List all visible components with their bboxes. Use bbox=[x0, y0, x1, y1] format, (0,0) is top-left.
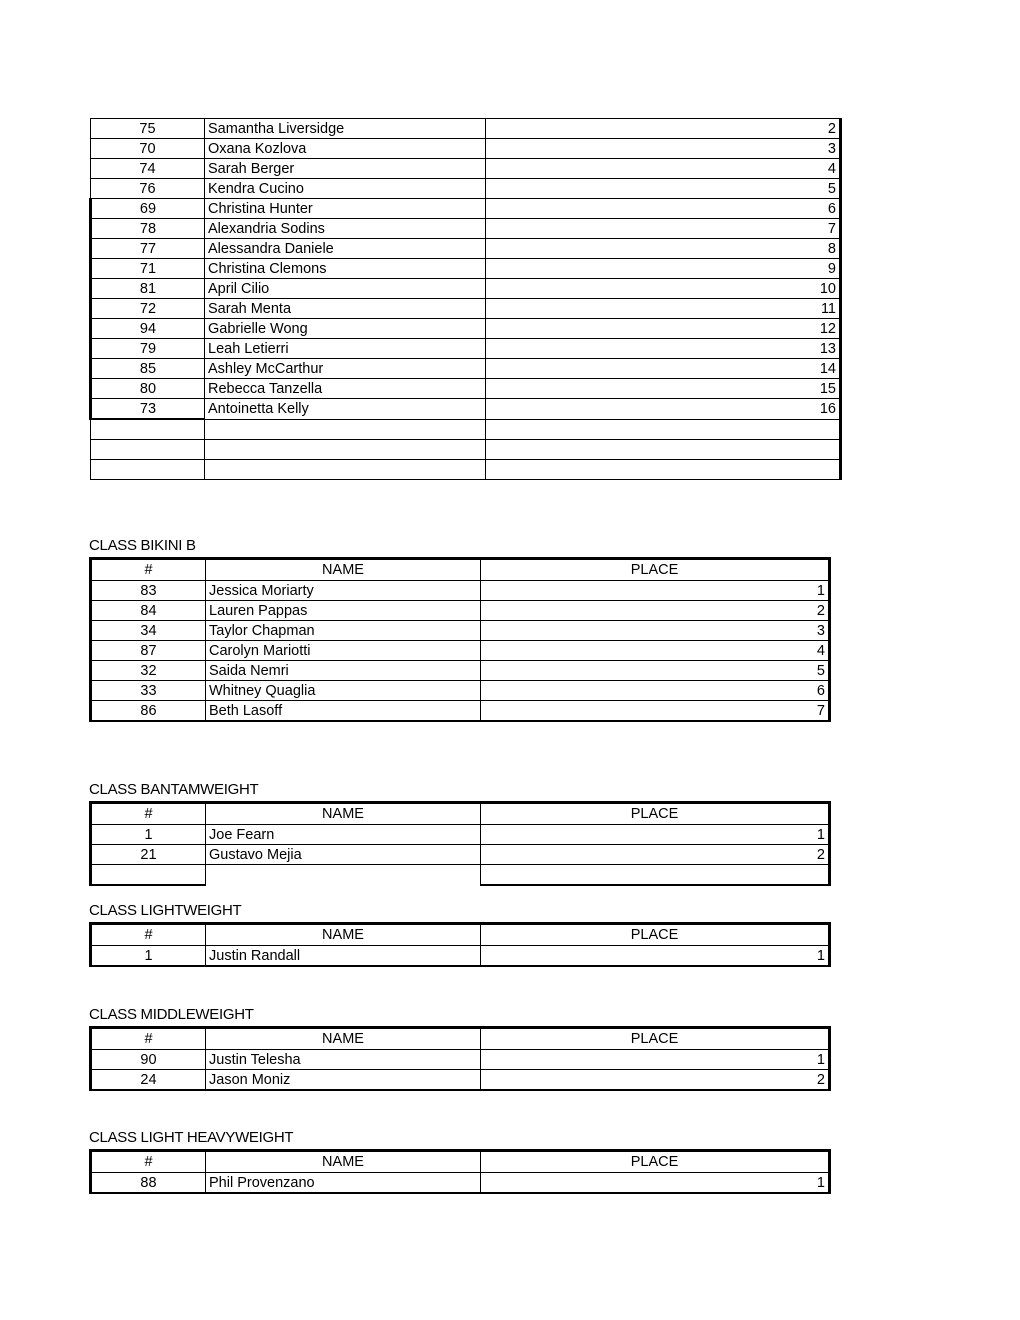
cell-place: 3 bbox=[481, 621, 830, 641]
table-bikini-b bbox=[89, 557, 831, 722]
table-header-row bbox=[91, 803, 830, 825]
cell-place: 7 bbox=[486, 219, 841, 239]
cell-number: 81 bbox=[91, 279, 205, 299]
cell-place: 15 bbox=[486, 379, 841, 399]
cell-place: 1 bbox=[481, 946, 830, 967]
table-row bbox=[91, 1050, 830, 1070]
cell-name: Oxana Kozlova bbox=[205, 139, 486, 159]
cell-number: 87 bbox=[91, 641, 206, 661]
section-label-lightweight: CLASS LIGHTWEIGHT bbox=[89, 902, 242, 919]
table-row bbox=[91, 641, 830, 661]
column-header-number: # bbox=[91, 1028, 206, 1050]
cell-name: Beth Lasoff bbox=[206, 701, 481, 722]
cell-place: 3 bbox=[486, 139, 841, 159]
cell-name: Joe Fearn bbox=[206, 825, 481, 845]
column-header-name: NAME bbox=[206, 924, 481, 946]
cell-place: 2 bbox=[481, 845, 830, 865]
cell-place: 2 bbox=[481, 1070, 830, 1091]
results-table bbox=[89, 1149, 831, 1194]
cell-number: 21 bbox=[91, 845, 206, 865]
table-header-row bbox=[91, 1028, 830, 1050]
table-row bbox=[91, 219, 841, 239]
cell-number bbox=[91, 419, 205, 440]
cell-name bbox=[205, 419, 486, 440]
cell-place: 6 bbox=[486, 199, 841, 219]
column-header-number: # bbox=[91, 924, 206, 946]
column-header-number: # bbox=[91, 1151, 206, 1173]
table-header-row bbox=[91, 924, 830, 946]
cell-name: Gabrielle Wong bbox=[205, 319, 486, 339]
cell-number: 94 bbox=[91, 319, 205, 339]
table-row bbox=[91, 399, 841, 420]
cell-number: 70 bbox=[91, 139, 205, 159]
cell-name: Jessica Moriarty bbox=[206, 581, 481, 601]
table-row bbox=[91, 581, 830, 601]
cell-name bbox=[205, 440, 486, 460]
table-row bbox=[91, 159, 841, 179]
cell-place: 2 bbox=[481, 601, 830, 621]
table-row bbox=[91, 1173, 830, 1194]
cell-number: 32 bbox=[91, 661, 206, 681]
table-row bbox=[91, 339, 841, 359]
cell-name: Antoinetta Kelly bbox=[205, 399, 486, 420]
table-row bbox=[91, 299, 841, 319]
table-bantamweight bbox=[89, 801, 831, 886]
cell-name: Alessandra Daniele bbox=[205, 239, 486, 259]
cell-place bbox=[486, 419, 841, 440]
table-row-empty bbox=[91, 440, 841, 460]
section-label-middleweight: CLASS MIDDLEWEIGHT bbox=[89, 1006, 254, 1023]
column-header-number: # bbox=[91, 559, 206, 581]
cell-number: 76 bbox=[91, 179, 205, 199]
cell-name: Justin Telesha bbox=[206, 1050, 481, 1070]
cell-name: Christina Clemons bbox=[205, 259, 486, 279]
table-row bbox=[91, 946, 830, 967]
cell-number bbox=[91, 460, 205, 480]
cell-place: 4 bbox=[481, 641, 830, 661]
cell-number: 84 bbox=[91, 601, 206, 621]
results-table bbox=[89, 922, 831, 967]
section-label-bikini-b: CLASS BIKINI B bbox=[89, 537, 196, 554]
table-row bbox=[91, 359, 841, 379]
cell-place: 1 bbox=[481, 825, 830, 845]
results-table bbox=[89, 118, 842, 480]
table-header-row bbox=[91, 1151, 830, 1173]
cell-name: Taylor Chapman bbox=[206, 621, 481, 641]
table-row-empty bbox=[91, 865, 830, 886]
cell-name: Saida Nemri bbox=[206, 661, 481, 681]
cell-name: Leah Letierri bbox=[205, 339, 486, 359]
cell-place: 9 bbox=[486, 259, 841, 279]
results-table bbox=[89, 1026, 831, 1091]
table-row-empty bbox=[91, 460, 841, 480]
cell-name: Alexandria Sodins bbox=[205, 219, 486, 239]
cell-place: 13 bbox=[486, 339, 841, 359]
table-row bbox=[91, 179, 841, 199]
cell-name bbox=[206, 865, 481, 886]
column-header-place: PLACE bbox=[481, 1151, 830, 1173]
cell-number: 88 bbox=[91, 1173, 206, 1194]
cell-number: 86 bbox=[91, 701, 206, 722]
column-header-name: NAME bbox=[206, 803, 481, 825]
cell-name: Samantha Liversidge bbox=[205, 119, 486, 139]
column-header-name: NAME bbox=[206, 1151, 481, 1173]
table-row bbox=[91, 681, 830, 701]
table-light-heavyweight bbox=[89, 1149, 831, 1194]
cell-place: 7 bbox=[481, 701, 830, 722]
table-row bbox=[91, 139, 841, 159]
table-row bbox=[91, 825, 830, 845]
table-row-empty bbox=[91, 419, 841, 440]
cell-place: 8 bbox=[486, 239, 841, 259]
cell-place: 1 bbox=[481, 581, 830, 601]
cell-name: Gustavo Mejia bbox=[206, 845, 481, 865]
cell-place: 6 bbox=[481, 681, 830, 701]
table-row bbox=[91, 119, 841, 139]
cell-place: 11 bbox=[486, 299, 841, 319]
column-header-name: NAME bbox=[206, 559, 481, 581]
cell-number: 85 bbox=[91, 359, 205, 379]
column-header-place: PLACE bbox=[481, 559, 830, 581]
table-row bbox=[91, 661, 830, 681]
cell-name: Lauren Pappas bbox=[206, 601, 481, 621]
results-table bbox=[89, 557, 831, 722]
column-header-place: PLACE bbox=[481, 924, 830, 946]
cell-place bbox=[486, 460, 841, 480]
table-middleweight bbox=[89, 1026, 831, 1091]
cell-name: Christina Hunter bbox=[205, 199, 486, 219]
cell-place: 1 bbox=[481, 1173, 830, 1194]
cell-place: 5 bbox=[486, 179, 841, 199]
table-row bbox=[91, 845, 830, 865]
cell-number: 1 bbox=[91, 946, 206, 967]
cell-place: 10 bbox=[486, 279, 841, 299]
table-header-row bbox=[91, 559, 830, 581]
cell-name: Phil Provenzano bbox=[206, 1173, 481, 1194]
column-header-name: NAME bbox=[206, 1028, 481, 1050]
cell-number: 69 bbox=[91, 199, 205, 219]
cell-number: 78 bbox=[91, 219, 205, 239]
cell-place: 2 bbox=[486, 119, 841, 139]
cell-place: 5 bbox=[481, 661, 830, 681]
cell-number: 79 bbox=[91, 339, 205, 359]
table-row bbox=[91, 1070, 830, 1091]
cell-number: 90 bbox=[91, 1050, 206, 1070]
cell-name: Kendra Cucino bbox=[205, 179, 486, 199]
table-row bbox=[91, 621, 830, 641]
cell-place bbox=[481, 865, 830, 886]
cell-place bbox=[486, 440, 841, 460]
cell-place: 1 bbox=[481, 1050, 830, 1070]
cell-name bbox=[205, 460, 486, 480]
cell-name: Ashley McCarthur bbox=[205, 359, 486, 379]
cell-name: Jason Moniz bbox=[206, 1070, 481, 1091]
cell-number bbox=[91, 440, 205, 460]
column-header-number: # bbox=[91, 803, 206, 825]
cell-number: 1 bbox=[91, 825, 206, 845]
column-header-place: PLACE bbox=[481, 803, 830, 825]
cell-place: 16 bbox=[486, 399, 841, 420]
table-bikini-a-continued bbox=[89, 118, 842, 480]
cell-number: 34 bbox=[91, 621, 206, 641]
cell-name: April Cilio bbox=[205, 279, 486, 299]
cell-number: 73 bbox=[91, 399, 205, 420]
table-row bbox=[91, 259, 841, 279]
cell-number: 33 bbox=[91, 681, 206, 701]
cell-number: 72 bbox=[91, 299, 205, 319]
table-row bbox=[91, 601, 830, 621]
cell-number: 71 bbox=[91, 259, 205, 279]
table-lightweight bbox=[89, 922, 831, 967]
table-row bbox=[91, 701, 830, 722]
cell-name: Sarah Menta bbox=[205, 299, 486, 319]
cell-number: 75 bbox=[91, 119, 205, 139]
table-row bbox=[91, 279, 841, 299]
cell-name: Whitney Quaglia bbox=[206, 681, 481, 701]
cell-name: Justin Randall bbox=[206, 946, 481, 967]
cell-number: 77 bbox=[91, 239, 205, 259]
cell-place: 14 bbox=[486, 359, 841, 379]
table-row bbox=[91, 199, 841, 219]
cell-number bbox=[91, 865, 206, 886]
cell-name: Rebecca Tanzella bbox=[205, 379, 486, 399]
column-header-place: PLACE bbox=[481, 1028, 830, 1050]
section-label-light-heavyweight: CLASS LIGHT HEAVYWEIGHT bbox=[89, 1129, 294, 1146]
cell-name: Carolyn Mariotti bbox=[206, 641, 481, 661]
cell-number: 74 bbox=[91, 159, 205, 179]
cell-number: 83 bbox=[91, 581, 206, 601]
section-label-bantamweight: CLASS BANTAMWEIGHT bbox=[89, 781, 259, 798]
table-row bbox=[91, 239, 841, 259]
cell-number: 24 bbox=[91, 1070, 206, 1091]
cell-number: 80 bbox=[91, 379, 205, 399]
cell-place: 12 bbox=[486, 319, 841, 339]
table-row bbox=[91, 319, 841, 339]
cell-name: Sarah Berger bbox=[205, 159, 486, 179]
results-table bbox=[89, 801, 831, 886]
table-row bbox=[91, 379, 841, 399]
cell-place: 4 bbox=[486, 159, 841, 179]
